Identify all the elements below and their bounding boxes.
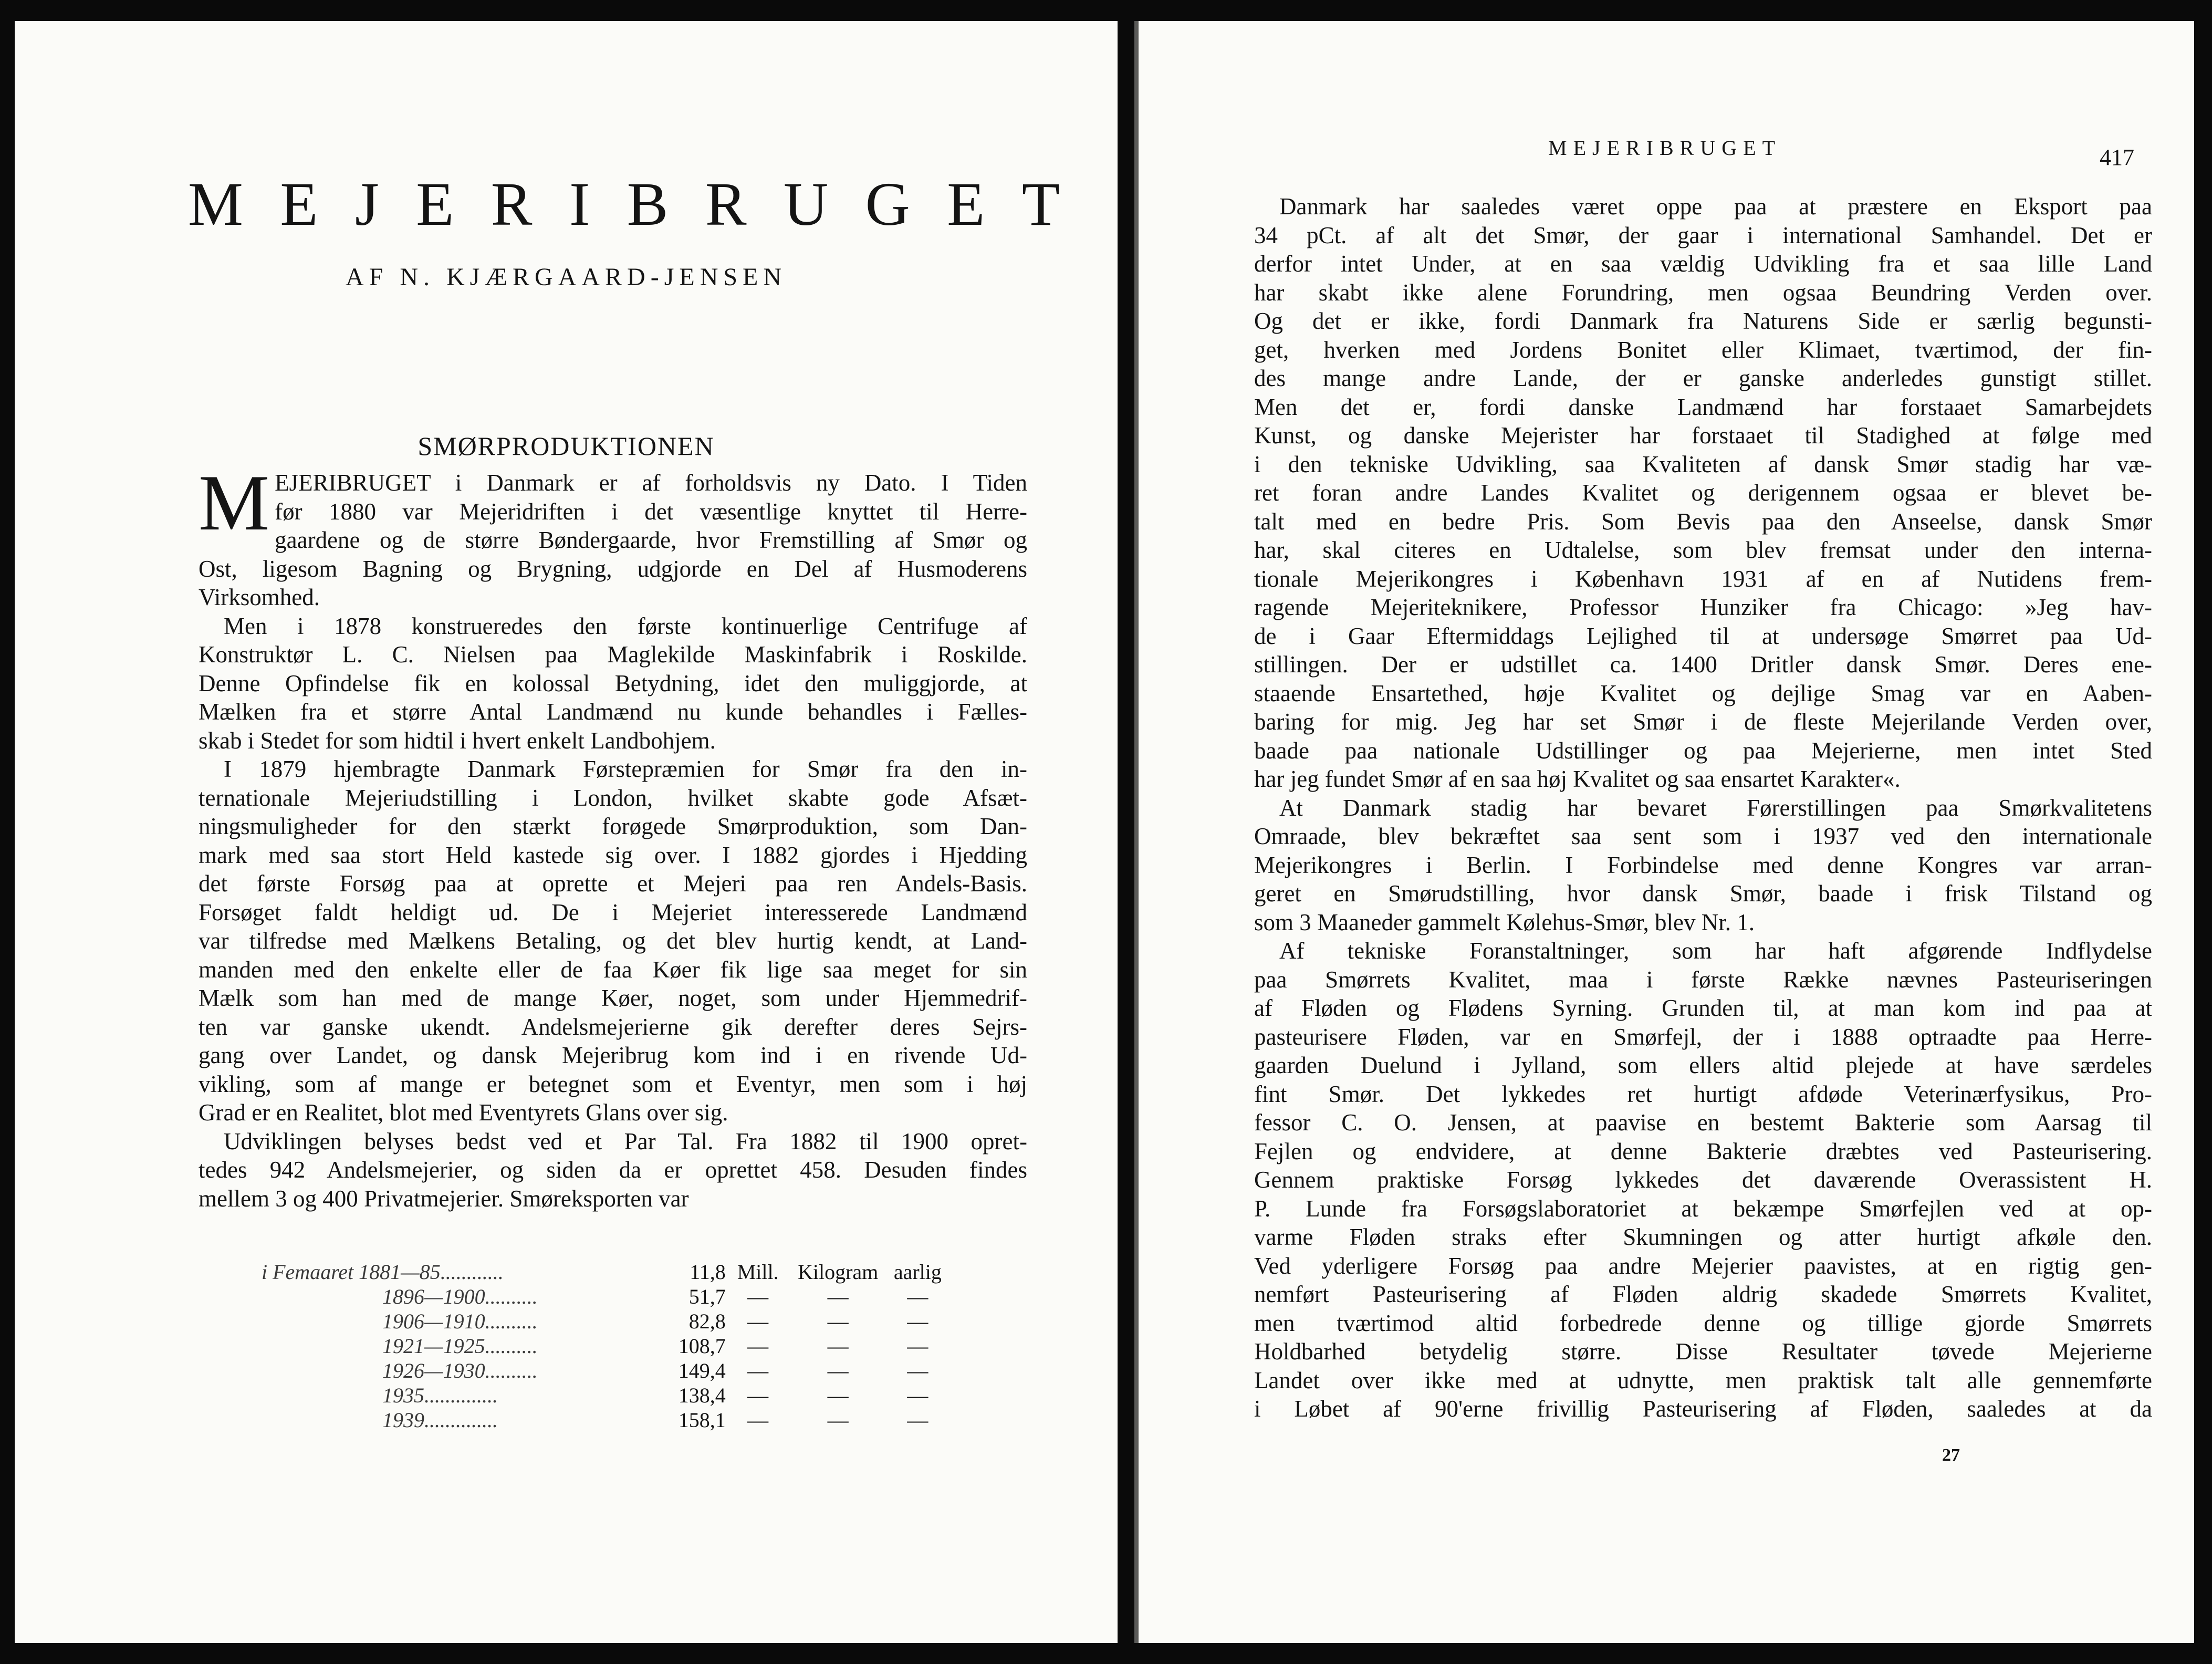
text-line: derfor intet Under, at en saa vældig Udvikling fra et saa lille Land (1254, 251, 2152, 277)
text-line: af Fløden og Flødens Syrning. Grunden til, at man kom ind paa at (1254, 995, 2152, 1021)
text-line: des mange andre Lande, der er ganske anderledes gunstigt stillet. (1254, 365, 2152, 391)
ditto-cell: — (747, 1334, 769, 1358)
table-row (262, 1358, 950, 1383)
text-line: At Danmark stadig har bevaret Førerstillingen paa Smørkvalitetens (1279, 794, 2152, 821)
period-cell: 1939.............. (382, 1408, 498, 1432)
page-gutter (1134, 21, 1139, 1643)
period-cell: i Femaaret 1881—85............ (262, 1260, 504, 1284)
value-cell: 11,8 (690, 1260, 726, 1284)
page-number: 417 (2100, 144, 2134, 170)
text-line: mark med saa stort Held kastede sig over. I 1882 gjordes i Hjedding (199, 841, 1027, 868)
running-head: MEJERIBRUGET (1548, 136, 1781, 160)
text-line: ningsmuligheder for den stærkt forøgede Smørproduktion, som Dan- (199, 813, 1027, 839)
ditto-cell: — (747, 1285, 769, 1308)
chapter-title (188, 170, 1060, 238)
title-letter: R (491, 170, 533, 238)
text-line: Men i 1878 konstrueredes den første kontinuerlige Centrifuge af (224, 612, 1027, 639)
text-line: Mælk som han med de mange Køer, noget, som under Hjemmedrif- (199, 985, 1027, 1011)
value-cell: 149,4 (678, 1359, 726, 1382)
text-line: 34 pCt. af alt det Smør, der gaar i international Samhandel. Det er (1254, 222, 2152, 248)
text-line: det første Forsøg paa at oprette et Mejeri paa ren Andels-Basis. (199, 870, 1027, 897)
text-line: staaende Ensartethed, høje Kvalitet og dejlige Smag var en Aaben- (1254, 680, 2152, 706)
text-line: geret en Smørudstilling, hvor dansk Smør, baade i frisk Tilstand og (1254, 880, 2152, 907)
text-line: varme Fløden straks efter Skumningen og atter hurtigt afkøle den. (1254, 1224, 2152, 1250)
text-line: ragende Mejeriteknikere, Professor Hunziker fra Chicago: »Jeg hav- (1254, 594, 2152, 620)
text-line: I 1879 hjembragte Danmark Førstepræmien for Smør fra den in- (224, 756, 1027, 782)
table-row (262, 1383, 950, 1408)
text-line: Mejerikongres i Berlin. I Forbindelse med denne Kongres var arran- (1254, 851, 2152, 878)
unit-cell: Kilogram (797, 1260, 879, 1284)
text-line: mellem 3 og 400 Privatmejerier. Smøreksporten var (199, 1185, 689, 1212)
title-letter: M (188, 170, 243, 238)
ditto-cell: — (747, 1384, 769, 1407)
ditto-cell: — (907, 1309, 928, 1333)
text-line: før 1880 var Mejeridriften i det væsentlige knyttet til Herre- (275, 498, 1027, 525)
text-line: manden med den enkelte eller de faa Køer fik lige saa meget for sin (199, 956, 1027, 983)
title-letter: B (627, 170, 669, 238)
text-line: tedes 942 Andelsmejerier, og siden da er oprettet 458. Desuden findes (199, 1157, 1027, 1183)
paragraph (1254, 937, 2152, 1423)
title-letter: E (280, 170, 318, 238)
unit-cell: aarlig (893, 1260, 942, 1284)
value-cell: 158,1 (678, 1408, 726, 1432)
text-line: var tilfredse med Mælkens Betaling, og det blev hurtig kendt, at Land- (199, 928, 1027, 954)
ditto-cell: — (747, 1359, 769, 1382)
ditto-cell: — (907, 1384, 928, 1407)
text-line: har jeg fundet Smør af en saa høj Kvalitet og saa ensartet Karakter«. (1254, 766, 1901, 792)
ditto-cell: — (747, 1408, 769, 1432)
ditto-cell: — (907, 1408, 928, 1432)
text-line: baring for mig. Jeg har set Smør i de fleste Mejerilande Verden over, (1254, 709, 2152, 735)
text-line: pasteurisere Fløden, var en Smørfejl, der i 1888 optraadte paa Herre- (1254, 1023, 2152, 1050)
text-line: Holdbarhed betydelig større. Disse Resultater tøvede Mejerierne (1254, 1338, 2152, 1365)
text-line: Men det er, fordi danske Landmænd har forstaaet Samarbejdets (1254, 393, 2152, 420)
text-line: men tværtimod altid forbedrede denne og tillige gjorde Smørrets (1254, 1309, 2152, 1336)
text-line: Ved yderligere Forsøg paa andre Mejerier paavistes, at en rigtig gen- (1254, 1252, 2152, 1279)
ditto-cell: — (907, 1285, 928, 1308)
right-page (1139, 21, 2194, 1643)
unit-cell: Mill. (737, 1260, 779, 1284)
text-line: fessor C. O. Jensen, at paavise en bestemt Bakterie som Aarsag til (1254, 1109, 2152, 1136)
text-line: get, hverken med Jordens Bonitet eller Klimaet, tværtimod, der fin- (1254, 336, 2152, 363)
text-line: gaardene og de større Bøndergaarde, hvor Fremstilling af Smør og (275, 527, 1027, 553)
text-line: Omraade, blev bekræftet saa sent som i 1937 ved den internationale (1254, 823, 2152, 849)
text-line: Forsøget faldt heldigt ud. De i Mejeriet interesserede Landmænd (199, 899, 1027, 925)
text-line: gaarden Duelund i Jylland, som ellers altid plejede at have særdeles (1254, 1052, 2152, 1078)
table-row (262, 1334, 950, 1358)
text-line: skab i Stedet for som hidtil i hvert enkelt Landbohjem. (199, 727, 716, 754)
period-cell: 1926—1930.......... (382, 1359, 538, 1382)
value-cell: 51,7 (688, 1285, 726, 1308)
text-line: baade paa nationale Udstillinger og paa Mejerierne, men intet Sted (1254, 737, 2152, 764)
text-line: i Løbet af 90'erne frivillig Pasteurisering af Fløden, saaledes at da (1254, 1396, 2152, 1422)
table-row (262, 1309, 950, 1334)
title-letter: I (569, 170, 590, 238)
text-line: fint Smør. Det lykkedes ret hurtigt afdøde Veterinærfysikus, Pro- (1254, 1080, 2152, 1107)
ditto-cell: — (827, 1309, 849, 1333)
paragraph (1254, 794, 2152, 937)
left-body-text (199, 459, 1027, 1213)
left-page (15, 21, 1118, 1643)
butter-export-table (262, 1260, 950, 1432)
text-line: stillingen. Der er udstillet ca. 1400 Dritler dansk Smør. Deres ene- (1254, 651, 2152, 678)
text-line: ten var ganske ukendt. Andelsmejerierne gik derefter deres Sejrs- (199, 1013, 1027, 1040)
table-row (262, 1408, 950, 1432)
ditto-cell: — (827, 1285, 849, 1308)
text-line: i den tekniske Udvikling, saa Kvaliteten af dansk Smør stadig har væ- (1254, 451, 2152, 477)
period-cell: 1921—1925.......... (382, 1334, 538, 1358)
text-line: vikling, som af mange er betegnet som et Eventyr, men som i høj (199, 1070, 1027, 1097)
text-line: paa Smørrets Kvalitet, maa i første Række nævnes Pasteuriseringen (1254, 966, 2152, 993)
text-line: gang over Landet, og dansk Mejeribrug kom ind i en rivende Ud- (199, 1042, 1027, 1068)
paragraph (199, 1127, 1027, 1213)
ditto-cell: — (827, 1384, 849, 1407)
paragraph (199, 755, 1027, 1127)
ditto-cell: — (907, 1334, 928, 1358)
text-line: EJERIBRUGET i Danmark er af forholdsvis ny Dato. I Tiden (275, 470, 1027, 496)
ditto-cell: — (827, 1408, 849, 1432)
text-line: Kunst, og danske Mejerister har forstaaet til Stadighed at følge med (1254, 422, 2152, 449)
period-cell: 1906—1910.......... (382, 1309, 538, 1333)
value-cell: 82,8 (688, 1309, 726, 1333)
text-line: har skabt ikke alene Forundring, men ogsaa Beundring Verden over. (1254, 279, 2152, 306)
text-line: Fejlen og endvidere, at denne Bakterie dræbtes ved Pasteurisering. (1254, 1138, 2152, 1164)
ditto-cell: — (907, 1359, 928, 1382)
text-line: Mælken fra et større Antal Landmænd nu kunde behandles i Fælles- (199, 699, 1027, 725)
title-letter: T (1021, 170, 1060, 238)
text-line: Af tekniske Foranstaltninger, som har haft afgørende Indflydelse (1279, 938, 2152, 964)
text-line: Virksomhed. (199, 584, 320, 610)
title-letter: R (705, 170, 747, 238)
text-line: som 3 Maaneder gammelt Kølehus-Smør, blev Nr. 1. (1254, 909, 1755, 935)
title-letter: U (783, 170, 829, 238)
value-cell: 108,7 (678, 1334, 726, 1358)
drop-cap: M (199, 459, 270, 547)
table-row (262, 1284, 950, 1309)
author-byline: AF N. KJÆRGAARD-JENSEN (345, 263, 787, 291)
text-line: Danmark har saaledes været oppe paa at præstere en Eksport paa (1279, 193, 2152, 220)
value-cell: 138,4 (678, 1384, 726, 1407)
period-cell: 1896—1900.......... (382, 1285, 538, 1308)
text-line: Denne Opfindelse fik en kolossal Betydning, idet den muliggjorde, at (199, 670, 1027, 696)
text-line: Landet over ikke med at udnytte, men praktisk talt alle gennemførte (1254, 1367, 2152, 1393)
text-line: nemført Pasteurisering af Fløden aldrig skadede Smørrets Kvalitet, (1254, 1281, 2152, 1307)
paragraph (1254, 192, 2152, 794)
text-line: Ost, ligesom Bagning og Brygning, udgjorde en Del af Husmoderens (199, 555, 1027, 582)
title-letter: G (865, 170, 910, 238)
ditto-cell: — (827, 1334, 849, 1358)
text-line: tionale Mejerikongres i København 1931 af en af Nutidens frem- (1254, 565, 2152, 592)
text-line: har, skal citeres en Udtalelse, som blev fremsat under den interna- (1254, 537, 2152, 563)
ditto-cell: — (747, 1309, 769, 1333)
title-letter: J (354, 170, 379, 238)
ditto-cell: — (827, 1359, 849, 1382)
paragraph (199, 459, 1027, 612)
text-line: ternationale Mejeriudstilling i London, hvilket skabte gode Afsæt- (199, 784, 1027, 811)
text-line: ret foran andre Landes Kvalitet og derigennem ogsaa er blevet be- (1254, 480, 2152, 506)
text-line: Og det er ikke, fordi Danmark fra Naturens Side er særlig begunsti- (1254, 308, 2152, 334)
text-line: Konstruktør L. C. Nielsen paa Maglekilde Maskinfabrik i Roskilde. (199, 641, 1027, 668)
title-letter: E (947, 170, 985, 238)
text-line: de i Gaar Eftermiddags Lejlighed til at undersøge Smørret paa Ud- (1254, 622, 2152, 649)
text-line: talt med en bedre Pris. Som Bevis paa den Anseelse, dansk Smør (1254, 508, 2152, 535)
text-line: Grad er en Realitet, blot med Eventyrets Glans over sig. (199, 1099, 728, 1126)
text-line: P. Lunde fra Forsøgslaboratoriet at bekæmpe Smørfejlen ved at op- (1254, 1195, 2152, 1222)
text-line: Gennem praktiske Forsøg lykkedes det daværende Overassistent H. (1254, 1167, 2152, 1193)
paragraph (199, 612, 1027, 755)
text-line: Udviklingen belyses bedst ved et Par Tal. Fra 1882 til 1900 opret- (224, 1128, 1027, 1155)
title-letter: E (416, 170, 454, 238)
section-heading: SMØRPRODUKTIONEN (418, 431, 715, 461)
right-body-text (1254, 192, 2152, 1423)
table-row (262, 1260, 950, 1284)
period-cell: 1935.............. (382, 1384, 498, 1407)
printer-signature: 27 (1942, 1445, 1960, 1465)
